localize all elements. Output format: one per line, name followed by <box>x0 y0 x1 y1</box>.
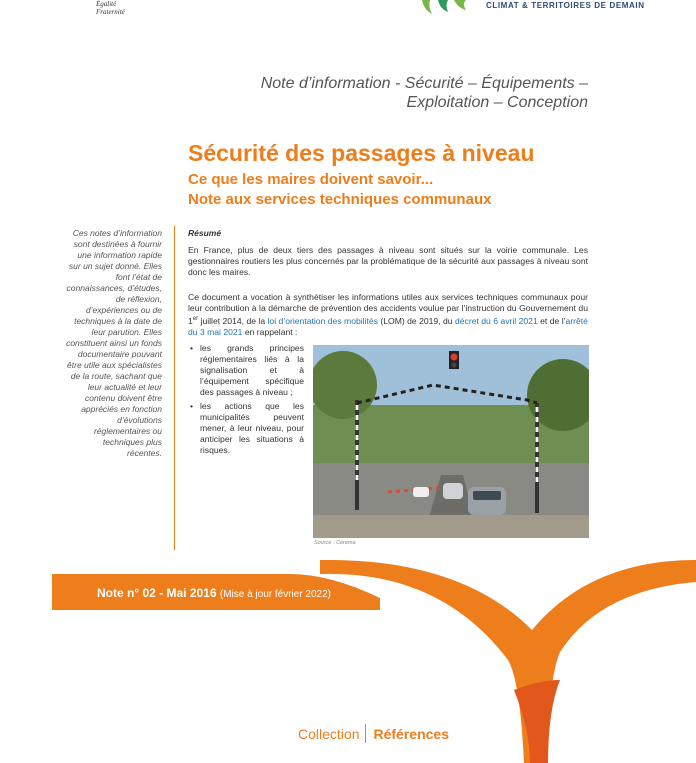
collection-label <box>298 724 449 743</box>
sidebar-divider <box>174 226 175 550</box>
collection-name: Références <box>373 726 449 742</box>
cerema-logo-icon <box>418 0 478 16</box>
agency-tagline: CLIMAT & TERRITOIRES DE DEMAIN <box>486 1 645 10</box>
p2-text-2: juillet 2014, de la <box>198 315 268 326</box>
resume-heading: Résumé <box>188 228 222 238</box>
subtitle-line-1: Ce que les maires doivent savoir... <box>188 171 434 188</box>
resume-paragraph-2 <box>188 292 588 338</box>
list-item: • les actions que les municipalités peuvent mener, à leur niveau, pour anticiper les situations à risques. <box>188 401 304 456</box>
lom-law-link[interactable]: loi d’orientation des mobilités <box>267 315 378 326</box>
p2-text-5: en rappelant : <box>242 326 298 337</box>
page-title: Sécurité des passages à niveau <box>188 140 535 166</box>
collection-word: Collection <box>298 726 360 742</box>
order-link[interactable]: arrêté du 3 mai 2021 <box>188 315 588 337</box>
foreground <box>313 515 589 538</box>
photo-credit: Source : Cerema <box>314 540 356 546</box>
update-date: (Mise à jour février 2022) <box>219 589 332 600</box>
collection-divider <box>365 724 366 743</box>
motto-line-1: Égalité <box>96 0 117 8</box>
off-light-icon <box>452 363 457 368</box>
car-left <box>413 487 429 497</box>
motto-line-2: Fraternité <box>96 8 125 16</box>
level-crossing-photo <box>313 345 589 538</box>
subtitle <box>188 170 491 210</box>
resume-paragraph-1: En France, plus de deux tiers des passages à niveau sont situés sur la voirie communale. Les gestionnaires routiers les plus concernés par la problématique de la sécurité aux passages à niveau sont donc les maires. <box>188 245 588 277</box>
republic-motto <box>96 0 125 16</box>
p2-text-4: et de l’ <box>537 315 566 326</box>
p2-text-3: (LOM) de 2019, du <box>377 315 455 326</box>
sidebar-note: Ces notes d’information sont destinées à fournir une information rapide sur un sujet donné. Elles font l’état de connaissances, d’études, de réflexion, d’expériences ou de techniques à la date de leur parution. Elles constituent ainsi un fonds documentaire pouvant être utile aux spécialistes de la route, sachant que leur actualité et leur contenu doivent être appréciés en fonction d’évolutions réglementaires ou techniques plus récentes. <box>66 228 162 458</box>
note-type-line-1: Note d’information - Sécurité – Équipements – <box>260 75 588 92</box>
note-id: Note n° 02 - Mai 2016 <box>97 586 217 600</box>
note-type <box>168 74 588 112</box>
note-type-line-2: Exploitation – Conception <box>406 94 588 111</box>
subtitle-line-2: Note aux services techniques communaux <box>188 191 492 208</box>
bullet-list <box>188 343 304 459</box>
red-light-icon <box>451 354 458 361</box>
decree-link[interactable]: décret du 6 avril 2021 <box>454 315 538 326</box>
p2-text-1: Ce document a vocation à synthétiser les informations utiles aux services techniques communaux pour leur contribution à la démarche de prévention des accidents voulue par l’instruction du Gouvernement du 1 <box>188 292 588 326</box>
car-front-window <box>473 491 501 500</box>
note-number <box>97 586 331 600</box>
list-item: • les grands principes réglementaires liés à la signalisation et à l’équipement spécifique des passages à niveau ; <box>188 343 304 398</box>
p2-superscript: er <box>192 316 199 322</box>
car-back <box>443 483 463 499</box>
